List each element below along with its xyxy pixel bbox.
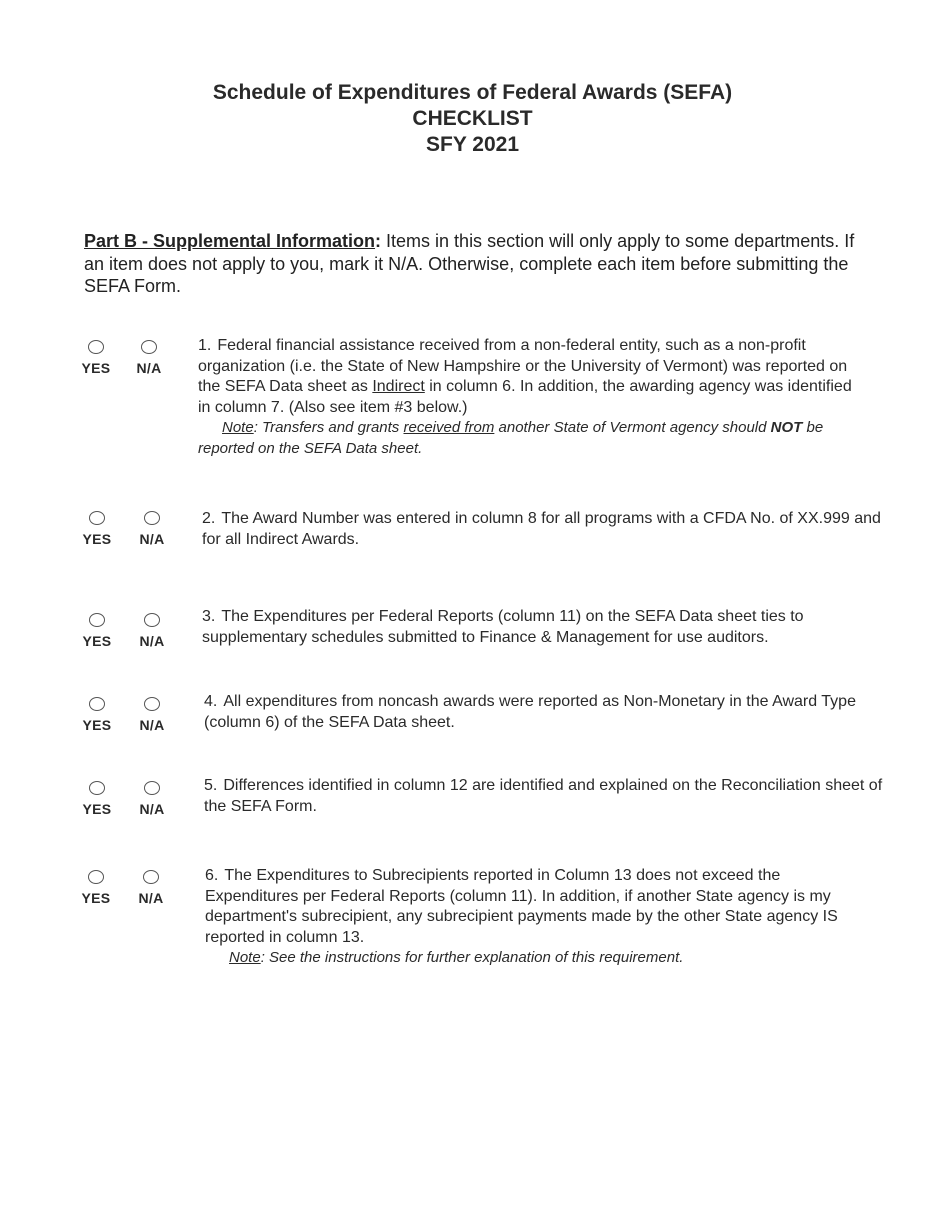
yes-radio[interactable] xyxy=(89,613,105,627)
section-heading: Part B - Supplemental Information: xyxy=(84,231,382,251)
na-radio[interactable] xyxy=(141,340,157,354)
na-label: N/A xyxy=(136,360,162,376)
section-instructions: Items in this section will only apply to some departments. If an item does not apply to you, mark it N/A. Otherwise, complete each item before submitting the SEFA Form. xyxy=(84,231,855,296)
yes-label: YES xyxy=(81,890,111,906)
yes-option[interactable] xyxy=(77,781,117,817)
na-label: N/A xyxy=(139,801,165,817)
yes-label: YES xyxy=(82,531,112,547)
title-line-2: CHECKLIST xyxy=(412,107,533,130)
item-text: 1. Federal financial assistance received from a non-federal entity, such as a non-profit organization (i.e. the State of New Hampshire or the University of Vermont) was reported on the SEFA Data sheet as Indirect in column 6. In addition, the awarding agency was identified in column 7. (Also see item #3 below.) Note: Transfers and grants received from another State of Vermont agency should NOT be reported on the SEFA Data sheet. xyxy=(198,336,868,459)
item-text: 6. The Expenditures to Subrecipients reported in Column 13 does not exceed the Expenditures per Federal Reports (column 11). In addition, if another State agency is my department's subrecipient, any subrecipient payments made by the other State agency IS reported in column 13. Note: See the instructions for further explanation of this requirement. xyxy=(205,866,855,969)
yes-option[interactable] xyxy=(77,511,117,547)
na-label: N/A xyxy=(139,633,165,649)
yes-label: YES xyxy=(82,633,112,649)
na-radio[interactable] xyxy=(144,697,160,711)
title-line-3: SFY 2021 xyxy=(425,133,519,156)
na-label: N/A xyxy=(138,890,164,906)
item-text: 2. The Award Number was entered in column 8 for all programs with a CFDA No. of XX.999 and for all Indirect Awards. xyxy=(202,510,881,548)
na-option[interactable] xyxy=(129,340,169,376)
page-title xyxy=(0,80,945,158)
na-radio[interactable] xyxy=(144,781,160,795)
na-option[interactable] xyxy=(132,781,172,817)
item-text: 3. The Expenditures per Federal Reports (column 11) on the SEFA Data sheet ties to supplementary schedules submitted to Finance & Management for use auditors. xyxy=(202,608,804,646)
yes-option[interactable] xyxy=(77,697,117,733)
section-intro xyxy=(84,230,864,298)
item-text: 4. All expenditures from noncash awards were reported as Non-Monetary in the Award Type (column 6) of the SEFA Data sheet. xyxy=(204,693,856,731)
yes-radio[interactable] xyxy=(89,781,105,795)
na-label: N/A xyxy=(139,717,165,733)
yes-label: YES xyxy=(82,717,112,733)
na-radio[interactable] xyxy=(144,511,160,525)
yes-label: YES xyxy=(82,801,112,817)
yes-radio[interactable] xyxy=(88,340,104,354)
na-option[interactable] xyxy=(132,511,172,547)
na-option[interactable] xyxy=(132,697,172,733)
title-line-1: Schedule of Expenditures of Federal Awards (SEFA) xyxy=(212,81,733,104)
yes-option[interactable] xyxy=(76,870,116,906)
yes-radio[interactable] xyxy=(89,697,105,711)
item-note: Note: Transfers and grants received from another State of Vermont agency should NOT be reported on the SEFA Data sheet. xyxy=(198,419,824,457)
yes-option[interactable] xyxy=(76,340,116,376)
yes-label: YES xyxy=(81,360,111,376)
na-label: N/A xyxy=(139,531,165,547)
item-text: 5. Differences identified in column 12 are identified and explained on the Reconciliation sheet of the SEFA Form. xyxy=(204,777,883,815)
yes-option[interactable] xyxy=(77,613,117,649)
yes-radio[interactable] xyxy=(88,870,104,884)
na-option[interactable] xyxy=(132,613,172,649)
na-option[interactable] xyxy=(131,870,171,906)
na-radio[interactable] xyxy=(144,613,160,627)
na-radio[interactable] xyxy=(143,870,159,884)
item-note: Note: See the instructions for further explanation of this requirement. xyxy=(229,949,684,966)
yes-radio[interactable] xyxy=(89,511,105,525)
